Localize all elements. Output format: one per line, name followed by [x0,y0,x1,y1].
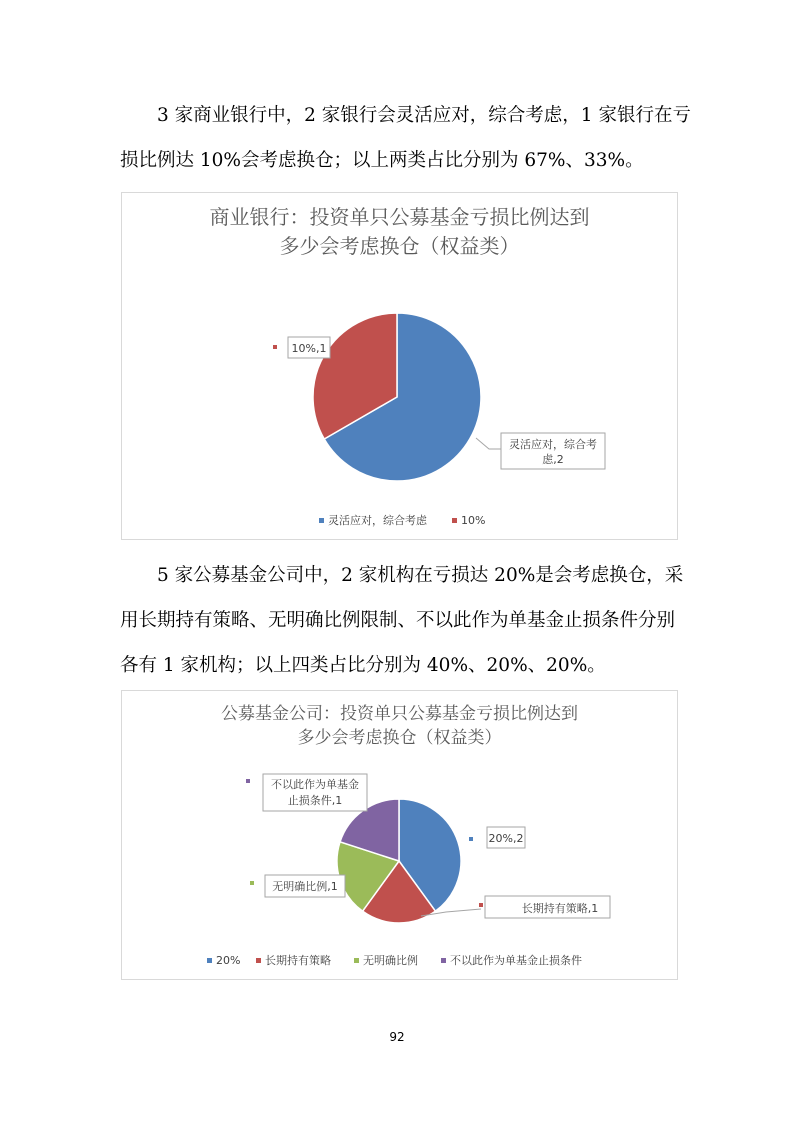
chart-2-legend-swatch-0 [207,958,212,963]
chart-1-legend-label-0: 灵活应对，综合考虑 [328,514,427,527]
chart-2-label-1: 长期持有策略,1 [521,902,599,915]
chart-1-leader-line [476,438,501,449]
bank-pie-chart [121,192,678,540]
chart-2-label-0: 20%,2 [488,832,524,845]
chart-1-label-0-line-2: 虑,2 [542,453,564,466]
paragraph-2-line-1: 5 家公募基金公司中，2 家机构在亏损达 20%是会考虑换仓，采 [157,565,684,586]
chart-1-plot [122,193,677,539]
chart-1-label-1-marker [273,345,277,349]
chart-2-label-3-marker [246,779,250,783]
chart-2-legend-swatch-3 [441,958,446,963]
paragraph-1 [120,93,691,183]
chart-2-label-2: 无明确比例,1 [272,880,338,893]
paragraph-2-line-3: 各有 1 家机构；以上四类占比分别为 40%、20%、20%。 [120,655,606,676]
chart-1-label-1: 10%,1 [291,342,327,355]
chart-1-title-line-1: 商业银行：投资单只公募基金亏损比例达到 [209,205,590,229]
chart-2-label-2-marker [250,881,254,885]
chart-2-legend-label-0: 20% [216,954,241,967]
chart-1-title-line-2: 多少会考虑换仓（权益类） [279,234,520,258]
chart-1-label-0-line-1: 灵活应对，综合考 [509,438,597,451]
paragraph-1-line-2: 损比例达 10%会考虑换仓；以上两类占比分别为 67%、33%。 [120,150,644,171]
chart-2-legend-label-3: 不以此作为单基金止损条件 [450,954,582,967]
chart-2-label-3-line-2: 止损条件,1 [287,794,343,807]
chart-1-legend-swatch-0 [319,518,324,523]
chart-2-label-3-line-1: 不以此作为单基金 [271,778,359,791]
chart-2-plot [122,691,677,979]
page-number: 92 [389,1030,405,1044]
chart-1-legend [319,513,485,527]
fund-company-pie-chart [121,690,678,980]
paragraph-2-line-2: 用长期持有策略、无明确比例限制、不以此作为单基金止损条件分别 [120,610,676,631]
paragraph-1-line-1: 3 家商业银行中，2 家银行会灵活应对，综合考虑，1 家银行在亏 [157,105,691,126]
chart-2-legend-swatch-2 [354,958,359,963]
chart-2-legend-label-2: 无明确比例 [363,954,418,967]
chart-2-title-line-1: 公募基金公司：投资单只公募基金亏损比例达到 [221,704,578,724]
chart-2-legend [207,953,582,967]
chart-2-title-line-2: 多少会考虑换仓（权益类） [297,728,502,748]
chart-2-label-0-marker [469,837,473,841]
chart-2-label-1-marker [479,903,483,907]
chart-1-legend-label-1: 10% [461,514,486,527]
chart-1-legend-swatch-1 [452,518,457,523]
chart-2-legend-label-1: 长期持有策略 [265,954,331,967]
chart-2-legend-swatch-1 [256,958,261,963]
paragraph-2 [120,553,684,688]
